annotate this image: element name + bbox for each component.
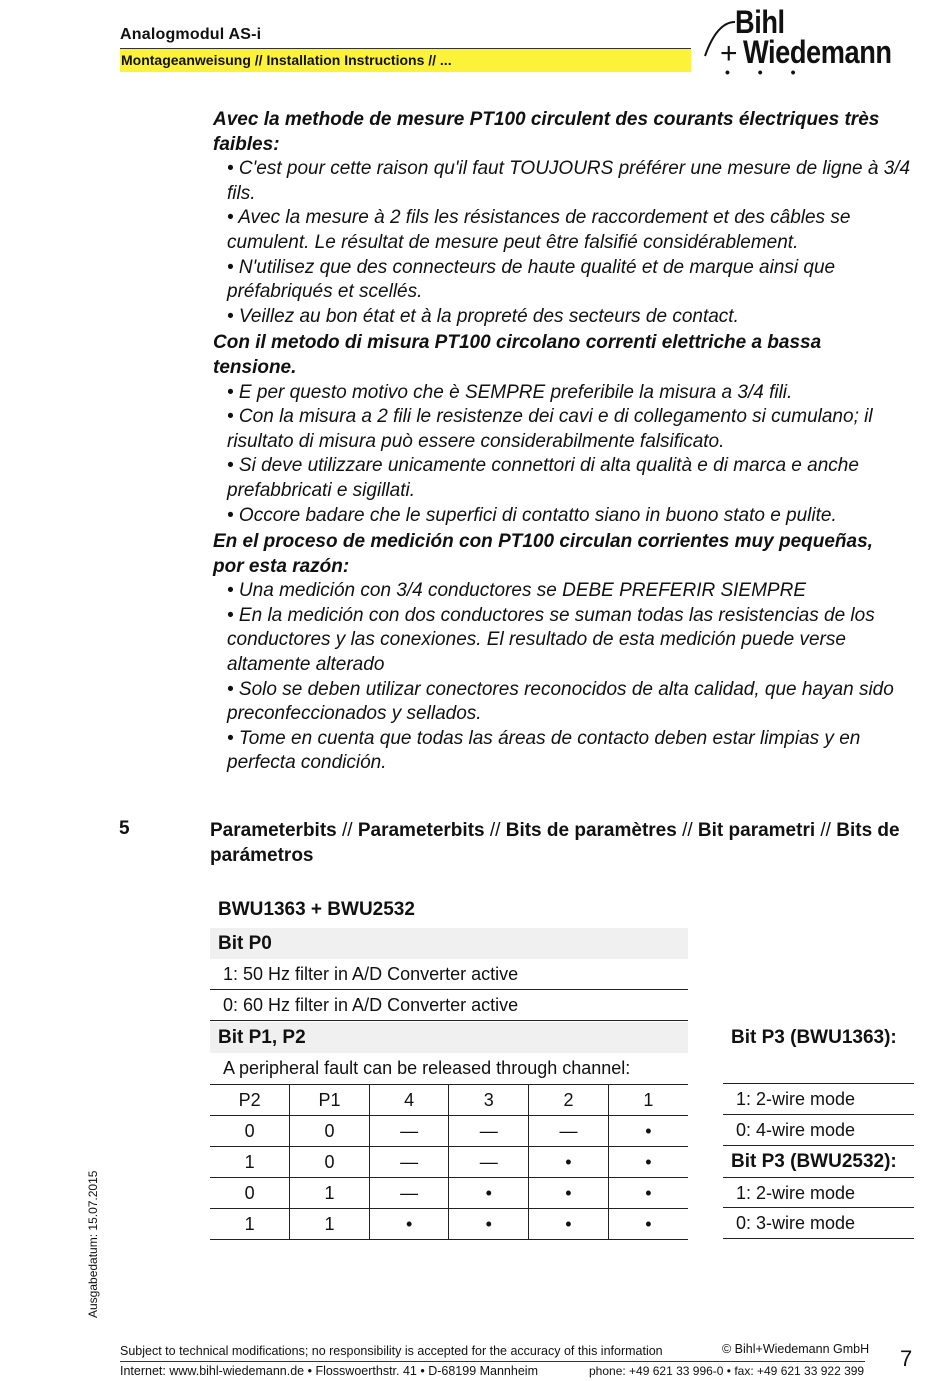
table-cell: — (449, 1147, 529, 1178)
document-subtitle: Montageanweisung // Installation Instructions // ... (121, 52, 452, 68)
table-cell: • (529, 1147, 609, 1178)
table-cell: — (369, 1178, 449, 1209)
section-title-es: Bits de parámetros (210, 820, 900, 866)
section-sep: // (676, 820, 698, 841)
table-cell: • (449, 1209, 529, 1240)
table-header-cell: 4 (369, 1085, 449, 1116)
table-cell: 1 (210, 1147, 290, 1178)
header-divider (120, 48, 691, 49)
bit-p0-row: 1: 50 Hz filter in A/D Converter active (210, 959, 688, 990)
section-sep: // (484, 820, 506, 841)
table-header-cell: 1 (608, 1085, 688, 1116)
bit-p0-row: 0: 60 Hz filter in A/D Converter active (210, 990, 688, 1021)
table-header-cell: 3 (449, 1085, 529, 1116)
note-fr-bullet: • Veillez au bon état et à la propreté des secteurs de contact. (227, 305, 739, 327)
note-it-bullet: • Occore badare che le superfici di contatto siano in buono stato e pulite. (227, 504, 837, 526)
section-sep: // (815, 820, 837, 841)
note-es (213, 530, 913, 776)
channel-fault-table (210, 1084, 688, 1240)
note-fr-heading: Avec la methode de mesure PT100 circulent des courants électriques très faibles: (213, 109, 880, 155)
model-heading: BWU1363 + BWU2532 (218, 899, 415, 920)
table-cell: • (608, 1147, 688, 1178)
safety-notes (213, 108, 913, 776)
table-cell: — (369, 1116, 449, 1147)
footer-address: Internet: www.bihl-wiedemann.de • Flosswoerthstr. 41 • D-68199 Mannheim (120, 1364, 538, 1378)
document-title: Analogmodul AS-i (120, 26, 262, 43)
table-header-cell: P2 (210, 1085, 290, 1116)
table-row (210, 1116, 688, 1147)
table-cell: • (608, 1209, 688, 1240)
table-cell: 1 (210, 1209, 290, 1240)
bit-p3-bwu1363-row: 1: 2-wire mode (723, 1084, 914, 1115)
note-fr-bullet: • N'utilisez que des connecteurs de haute qualité et de marque ainsi que préfabriqués et scellés. (227, 256, 836, 303)
note-fr (213, 108, 913, 329)
table-cell: • (369, 1209, 449, 1240)
note-it-bullet: • Si deve utilizzare unicamente connettori di alta qualità e di marca e anche prefabbricati e sigillati. (227, 455, 859, 501)
note-it-heading: Con il metodo di misura PT100 circolano correnti elettriche a bassa tensione. (213, 332, 822, 378)
section-title-en: Parameterbits (357, 820, 485, 841)
table-cell: 0 (290, 1116, 370, 1147)
table-row (210, 1209, 688, 1240)
table-cell: • (608, 1178, 688, 1209)
bit-p3-spacer (723, 1053, 914, 1084)
note-fr-bullet: • Avec la mesure à 2 fils les résistances de raccordement et des câbles se cumulent. Le résultat de mesure peut être falsifié considérablement. (227, 207, 851, 253)
table-header-cell: 2 (529, 1085, 609, 1116)
bit-p0-heading: Bit P0 (210, 928, 688, 959)
table-row (210, 1147, 688, 1178)
section-title (210, 818, 910, 868)
section-sep: // (336, 820, 358, 841)
footer-disclaimer: Subject to technical modifications; no responsibility is accepted for the accuracy of this information (120, 1344, 663, 1358)
issue-date: Ausgabedatum: 15.07.2015 (86, 1170, 100, 1318)
note-it (213, 331, 913, 528)
logo-dots: • • • (725, 64, 808, 80)
section-title-it: Bit parametri (697, 820, 816, 841)
footer-contact: phone: +49 621 33 996-0 • fax: +49 621 33 922 399 (589, 1364, 865, 1378)
table-cell: • (449, 1178, 529, 1209)
note-es-bullet: • Una medición con 3/4 conductores se DEBE PREFERIR SIEMPRE (227, 580, 806, 602)
section-number: 5 (119, 818, 130, 839)
table-cell: 0 (210, 1178, 290, 1209)
note-fr-bullet: • C'est pour cette raison qu'il faut TOUJOURS préférer une mesure de ligne à 3/4 fils. (227, 158, 911, 204)
footer-divider (120, 1361, 865, 1362)
table-header-cell: P1 (290, 1085, 370, 1116)
bit-p12-heading: Bit P1, P2 (210, 1022, 688, 1053)
table-row (210, 1178, 688, 1209)
table-cell: • (608, 1116, 688, 1147)
table-cell: — (369, 1147, 449, 1178)
bit-p12-description: A peripheral fault can be released through channel: (223, 1058, 631, 1078)
table-cell: — (529, 1116, 609, 1147)
section-title-fr: Bits de paramètres (505, 820, 677, 841)
table-header-row (210, 1085, 688, 1116)
table-cell: • (529, 1178, 609, 1209)
page-number: 7 (900, 1346, 913, 1371)
logo-text-bihl: Bihl (735, 4, 785, 40)
bit-p3-bwu2532-row: 1: 2-wire mode (723, 1177, 914, 1208)
bihl-wiedemann-logo (695, 4, 925, 80)
table-cell: 1 (290, 1209, 370, 1240)
note-es-bullet: • En la medición con dos conductores se suman todas las resistencias de los conductores y las conexiones. El resultado de esta medición puede verse altamente alterado (227, 604, 875, 676)
table-cell: • (529, 1209, 609, 1240)
bit-p3-bwu2532-heading: Bit P3 (BWU2532): (731, 1151, 897, 1172)
note-it-bullet: • Con la misura a 2 fili le resistenze dei cavi e di collegamento si cumulano; il risultato di misura può essere considerabilmente falsificato. (227, 406, 873, 452)
logo-plus: + (720, 37, 738, 70)
note-it-bullet: • E per questo motivo che è SEMPRE preferibile la misura a 3/4 fili. (227, 381, 793, 403)
logo-text-wiedemann: Wiedemann (743, 34, 892, 70)
bit-p3-bwu1363-row: 0: 4-wire mode (723, 1115, 914, 1146)
note-es-heading: En el proceso de medición con PT100 circulan corrientes muy pequeñas, por esta razón: (213, 531, 873, 577)
table-cell: 0 (290, 1147, 370, 1178)
footer-copyright: © Bihl+Wiedemann GmbH (722, 1342, 870, 1356)
note-es-bullet: • Tome en cuenta que todas las áreas de contacto deben estar limpias y en perfecta condición. (227, 727, 861, 774)
note-es-bullet: • Solo se deben utilizar conectores reconocidos de alta calidad, que hayan sido preconfeccionados y sellados. (227, 678, 894, 725)
section-title-de: Parameterbits (210, 820, 337, 841)
table-cell: — (449, 1116, 529, 1147)
table-cell: 0 (210, 1116, 290, 1147)
bit-p3-bwu2532-row: 0: 3-wire mode (723, 1208, 914, 1239)
bit-p3-bwu1363-heading: Bit P3 (BWU1363): (731, 1027, 897, 1048)
table-cell: 1 (290, 1178, 370, 1209)
